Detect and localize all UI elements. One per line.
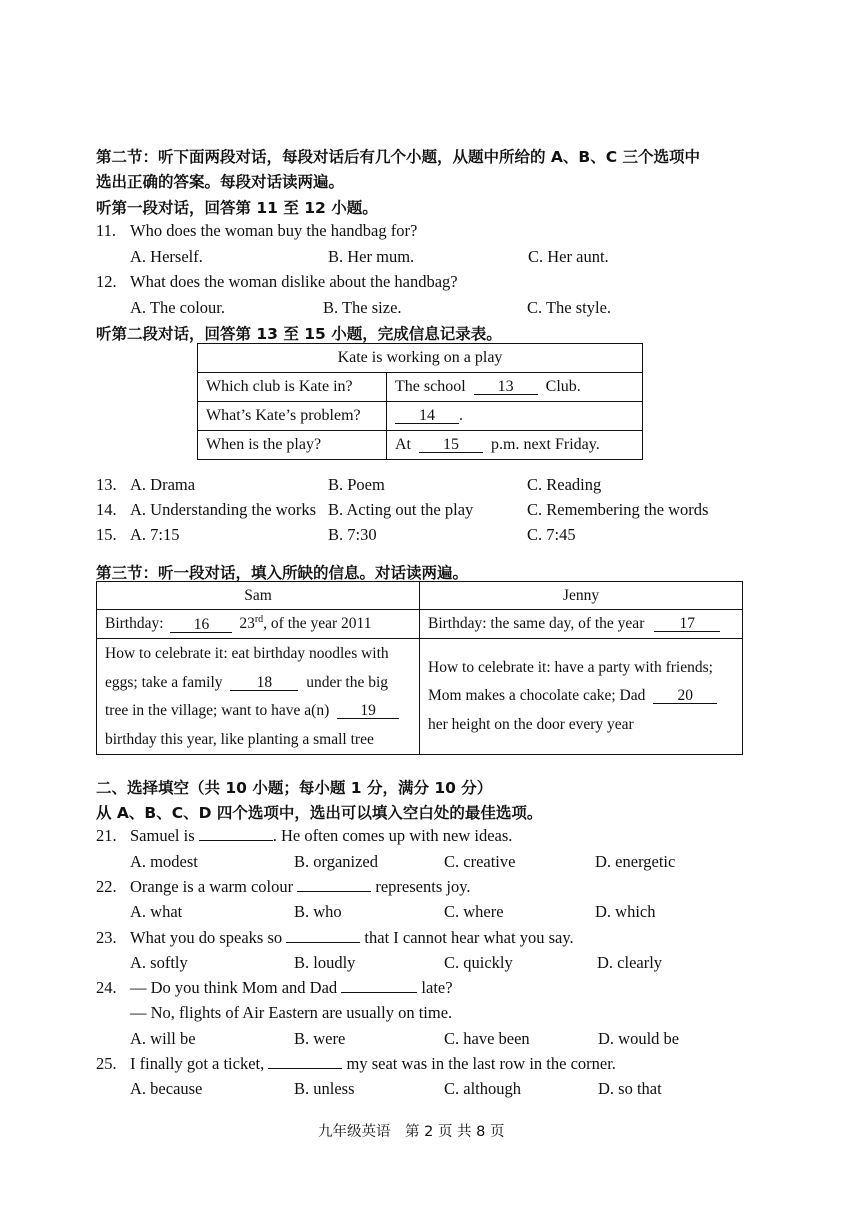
info-record-table <box>197 343 643 460</box>
q14-option-a: A. Understanding the works <box>130 500 317 519</box>
q23-option-b: B. loudly <box>294 953 356 972</box>
table1-row2-value <box>387 402 643 431</box>
q12-option-a: A. The colour. <box>130 298 226 317</box>
q15-option-c: C. 7:45 <box>527 525 576 544</box>
table1-row1-value <box>387 373 643 402</box>
q24-option-c: C. have been <box>444 1029 530 1048</box>
table1-row3-suffix: p.m. next Friday. <box>491 436 600 453</box>
jenny-line2-prefix: Mom makes a chocolate cake; Dad <box>428 687 646 705</box>
sam-celebration-line3 <box>105 697 411 726</box>
q23-number: 23. <box>96 928 117 947</box>
q21-option-c: C. creative <box>444 852 516 871</box>
q25-option-b: B. unless <box>294 1079 355 1098</box>
q15-number: 15. <box>96 525 117 544</box>
q22-stem <box>130 877 471 897</box>
q21-option-a: A. modest <box>130 852 198 871</box>
blank-14: 14 <box>395 408 459 424</box>
q24-stem-part2: late? <box>421 978 453 997</box>
q15-option-b: B. 7:30 <box>328 525 377 544</box>
sam-celebration-cell <box>97 639 420 755</box>
q22-stem-part2: represents joy. <box>375 877 471 896</box>
q22-option-c: C. where <box>444 902 504 921</box>
dialogue1-instruction: 听第一段对话，回答第 11 至 12 小题。 <box>96 199 378 217</box>
q24-stem-part1: — Do you think Mom and Dad <box>130 978 338 997</box>
q25-option-d: D. so that <box>598 1079 662 1098</box>
q23-option-a: A. softly <box>130 953 188 972</box>
q22-option-a: A. what <box>130 902 183 921</box>
blank-19: 19 <box>337 703 399 719</box>
q14-number: 14. <box>96 500 117 519</box>
q22-stem-part1: Orange is a warm colour <box>130 877 294 896</box>
q21-stem-part1: Samuel is <box>130 826 195 845</box>
q14-option-b: B. Acting out the play <box>328 500 474 519</box>
blank-17: 17 <box>654 616 720 632</box>
q12-number: 12. <box>96 272 117 291</box>
q24-stem <box>130 978 453 998</box>
table1-row1-label: Which club is Kate in? <box>198 373 387 402</box>
table1-row3-label: When is the play? <box>198 431 387 460</box>
q14-option-c: C. Remembering the words <box>527 500 709 519</box>
q23-option-d: D. clearly <box>597 953 663 972</box>
blank-13: 13 <box>474 379 538 395</box>
q23-stem <box>130 928 574 948</box>
part2-instruction: 从 A、B、C、D 四个选项中，选出可以填入空白处的最佳选项。 <box>96 804 543 822</box>
sec2-instruction-line2: 选出正确的答案。每段对话读两遍。 <box>96 173 345 191</box>
q22-number: 22. <box>96 877 117 896</box>
q13-number: 13. <box>96 475 117 494</box>
q25-blank <box>268 1068 342 1069</box>
q24-number: 24. <box>96 978 117 997</box>
blank-20: 20 <box>653 688 717 704</box>
table1-row1-prefix: The school <box>395 378 466 395</box>
q25-option-c: C. although <box>444 1079 521 1098</box>
birthday-table <box>96 581 743 755</box>
jenny-birthday-cell <box>420 610 743 639</box>
q23-blank <box>286 942 360 943</box>
q25-stem-part1: I finally got a ticket, <box>130 1054 265 1073</box>
part2-title: 二、选择填空（共 10 小题；每小题 1 分，满分 10 分） <box>96 779 493 797</box>
sam-birthday-suffix: rd <box>254 614 264 626</box>
table2-header-sam: Sam <box>97 582 420 610</box>
q11-option-c: C. Her aunt. <box>528 247 609 266</box>
q13-option-a: A. Drama <box>130 475 196 494</box>
q12-option-b: B. The size. <box>323 298 402 317</box>
q24-option-d: D. would be <box>598 1029 680 1048</box>
sam-line2-suffix: under the big <box>306 673 389 691</box>
page-footer: 九年级英语 第 2 页 共 8 页 <box>318 1124 505 1140</box>
sam-line3-prefix: tree in the village; want to have a(n) <box>105 702 330 719</box>
sam-celebration-line1: How to celebrate it: eat birthday noodles with <box>105 645 389 662</box>
q22-blank <box>297 891 371 892</box>
q24-option-a: A. will be <box>130 1029 196 1048</box>
q15-option-a: A. 7:15 <box>130 525 180 544</box>
table2-header-jenny: Jenny <box>420 582 743 610</box>
jenny-celebration-line3: her height on the door every year <box>428 715 634 733</box>
sam-line2-prefix: eggs; take a family <box>105 673 223 691</box>
q11-option-a: A. Herself. <box>130 247 203 266</box>
jenny-celebration-line2 <box>428 682 734 711</box>
q23-option-c: C. quickly <box>444 953 513 972</box>
q23-stem-part1: What you do speaks so <box>130 928 283 947</box>
table1-row3-value <box>387 431 643 460</box>
q21-blank <box>199 840 273 841</box>
q24-option-b: B. were <box>294 1029 346 1048</box>
jenny-birthday-label: Birthday: the same day, of the year <box>428 615 645 632</box>
q25-option-a: A. because <box>130 1079 203 1098</box>
sam-birthday-year: , of the year 2011 <box>263 615 372 633</box>
jenny-celebration-cell <box>420 639 743 755</box>
q13-option-c: C. Reading <box>527 475 602 494</box>
q25-number: 25. <box>96 1054 117 1073</box>
q23-stem-part2: that I cannot hear what you say. <box>364 928 574 947</box>
sam-celebration-line2 <box>105 669 411 698</box>
blank-15: 15 <box>419 437 483 453</box>
q11-option-b: B. Her mum. <box>328 247 415 266</box>
q21-stem-part2: . He often comes up with new ideas. <box>272 826 513 845</box>
blank-16: 16 <box>170 617 232 633</box>
q22-option-b: B. who <box>294 902 342 921</box>
q21-option-d: D. energetic <box>595 852 676 871</box>
dialogue2-instruction: 听第二段对话，回答第 13 至 15 小题，完成信息记录表。 <box>96 325 502 343</box>
table1-row3-prefix: At <box>395 436 411 453</box>
table1-row2-label: What’s Kate’s problem? <box>198 402 387 431</box>
q22-option-d: D. which <box>595 902 656 921</box>
q11-number: 11. <box>96 221 117 240</box>
table1-title: Kate is working on a play <box>198 344 643 373</box>
q21-option-b: B. organized <box>294 852 379 871</box>
sam-birthday-cell <box>97 610 420 639</box>
q24-reply: — No, flights of Air Eastern are usually on time. <box>130 1003 453 1022</box>
q11-stem: Who does the woman buy the handbag for? <box>130 221 418 240</box>
table1-row2-suffix: . <box>459 407 463 424</box>
q12-stem: What does the woman dislike about the handbag? <box>130 272 458 291</box>
sam-birthday-label: Birthday: <box>105 615 164 633</box>
q24-blank <box>341 992 417 993</box>
sec3-instruction: 第三节：听一段对话，填入所缺的信息。对话读两遍。 <box>96 564 469 582</box>
q25-stem <box>130 1054 616 1074</box>
q12-option-c: C. The style. <box>527 298 612 317</box>
jenny-celebration-line1: How to celebrate it: have a party with friends; <box>428 658 713 676</box>
sam-birthday-day: 23 <box>239 615 255 633</box>
sam-celebration-line4: birthday this year, like planting a small tree <box>105 730 374 748</box>
q25-stem-part2: my seat was in the last row in the corner. <box>346 1054 616 1073</box>
q21-stem <box>130 826 512 846</box>
table1-row1-suffix: Club. <box>545 378 581 395</box>
q21-number: 21. <box>96 826 117 845</box>
q13-option-b: B. Poem <box>328 475 385 494</box>
blank-18: 18 <box>230 675 298 691</box>
sec2-instruction-line1: 第二节：听下面两段对话，每段对话后有几个小题，从题中所给的 A、B、C 三个选项中 <box>96 148 700 166</box>
